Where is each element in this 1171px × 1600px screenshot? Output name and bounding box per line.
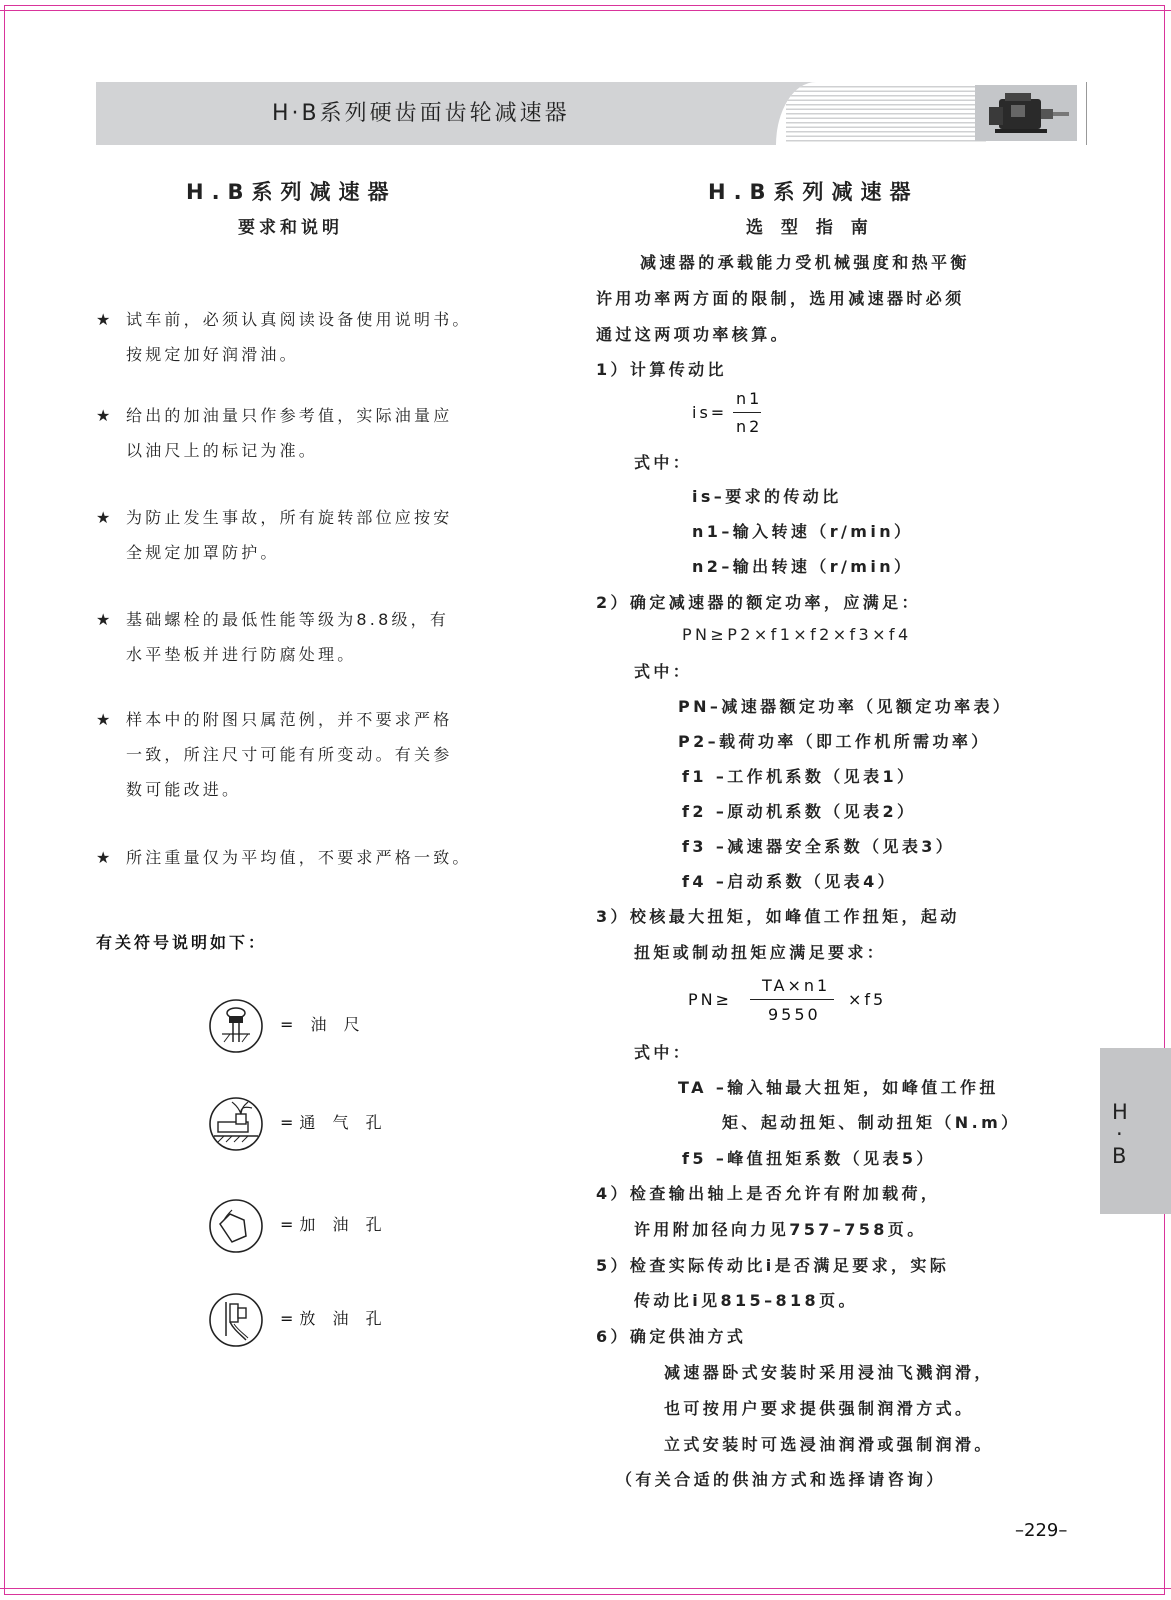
formula-1-numerator: n1 (736, 389, 763, 408)
section-2-heading: 2）确定减速器的额定功率，应满足： (596, 593, 921, 612)
formula-3-numerator: TA×n1 (762, 976, 831, 995)
oil-drain-hole-icon (208, 1292, 264, 1348)
s1-def: n1–输入转速（r/min） (692, 522, 914, 541)
note-line: 试车前，必须认真阅读设备使用说明书。 (126, 310, 472, 329)
symbol-label: = 油 尺 (280, 1015, 366, 1034)
note-line: 全规定加罩防护。 (126, 543, 280, 562)
gearbox-product-image (975, 85, 1077, 141)
note-1 (96, 302, 516, 372)
right-title: H.B系列减速器 (708, 180, 919, 204)
where-label: 式中： (634, 662, 693, 681)
symbol-vent (208, 1096, 428, 1156)
formula-3-lhs: PN≥ (688, 990, 733, 1009)
note-line: 给出的加油量只作参考值，实际油量应 (126, 406, 453, 425)
s2-def: f1 –工作机系数（见表1） (682, 767, 917, 786)
formula-3-rhs: ×f5 (848, 990, 887, 1009)
star-icon: ★ (96, 710, 114, 729)
vent-hole-icon (208, 1096, 264, 1152)
formula-3-denominator: 9550 (768, 1005, 821, 1024)
s3-def: f5 –峰值扭矩系数（见表5） (682, 1149, 936, 1168)
right-subtitle: 选 型 指 南 (746, 218, 874, 238)
header-title: H·B系列硬齿面齿轮减速器 (272, 101, 570, 126)
where-label: 式中： (634, 453, 693, 472)
note-line: 按规定加好润滑油。 (126, 345, 299, 364)
side-tab-letter: B (1112, 1144, 1127, 1168)
section-3-heading: 3）校核最大扭矩，如峰值工作扭矩，起动 (596, 907, 960, 926)
header-stripes (786, 86, 986, 142)
side-tab-dot: · (1116, 1122, 1123, 1146)
side-tab-letter: H (1112, 1100, 1128, 1124)
section-5-heading: 5）检查实际传动比i是否满足要求，实际 (596, 1256, 950, 1275)
symbol-intro: 有关符号说明如下： (96, 933, 268, 952)
symbol-label: =放 油 孔 (280, 1309, 388, 1328)
symbol-oil-fill (208, 1198, 428, 1258)
star-icon: ★ (96, 310, 114, 329)
note-2 (96, 398, 516, 468)
s6-line: 也可按用户要求提供强制润滑方式。 (664, 1399, 975, 1418)
side-tab-hb (1100, 1048, 1171, 1214)
dipstick-icon (208, 998, 264, 1054)
s3-def: TA –输入轴最大扭矩，如峰值工作扭 (678, 1078, 999, 1097)
note-3 (96, 500, 516, 570)
note-line: 以油尺上的标记为准。 (126, 441, 319, 460)
note-line: 所注重量仅为平均值，不要求严格一致。 (126, 848, 472, 867)
note-5 (96, 702, 516, 807)
intro-line-1: 减速器的承载能力受机械强度和热平衡 (640, 253, 970, 272)
formula-1-lhs: is= (692, 403, 728, 422)
star-icon: ★ (96, 848, 114, 867)
s6-line: 立式安装时可选浸油润滑或强制润滑。 (664, 1435, 994, 1454)
formula-1-fraction-bar (733, 412, 761, 413)
s2-def: PN–减速器额定功率（见额定功率表） (678, 697, 1013, 716)
intro-line-2: 许用功率两方面的限制，选用减速器时必须 (596, 289, 965, 308)
star-icon: ★ (96, 610, 114, 629)
s2-def: f3 –减速器安全系数（见表3） (682, 837, 956, 856)
section-4-detail: 许用附加径向力见757–758页。 (634, 1220, 927, 1239)
note-line: 为防止发生事故，所有旋转部位应按安 (126, 508, 453, 527)
note-6 (96, 840, 526, 875)
note-line: 一致，所注尺寸可能有所变动。有关参 (126, 745, 453, 764)
s3-def: 矩、起动扭矩、制动扭矩（N.m） (722, 1113, 1021, 1132)
s6-note: （有关合适的供油方式和选择请咨询） (616, 1470, 946, 1489)
left-title: H.B系列减速器 (186, 180, 397, 204)
section-1-heading: 1）计算传动比 (596, 360, 727, 379)
symbol-oil-drain (208, 1292, 428, 1352)
section-6-heading: 6）确定供油方式 (596, 1327, 747, 1346)
section-4-heading: 4）检查输出轴上是否允许有附加载荷， (596, 1184, 941, 1203)
note-line: 基础螺栓的最低性能等级为8.8级，有 (126, 610, 450, 629)
oil-fill-hole-icon (208, 1198, 264, 1254)
note-line: 数可能改进。 (126, 780, 242, 799)
left-subtitle: 要求和说明 (238, 218, 343, 238)
section-5-detail: 传动比i见815–818页。 (634, 1291, 858, 1310)
where-label: 式中： (634, 1043, 693, 1062)
note-4 (96, 602, 516, 672)
section-3-heading-cont: 扭矩或制动扭矩应满足要求： (634, 943, 887, 962)
s2-def: f4 –启动系数（见表4） (682, 872, 897, 891)
s1-def: is–要求的传动比 (692, 487, 842, 506)
symbol-label: =通 气 孔 (280, 1113, 388, 1132)
s2-def: P2–载荷功率（即工作机所需功率） (678, 732, 991, 751)
symbol-dipstick (208, 998, 428, 1058)
note-line: 样本中的附图只属范例，并不要求严格 (126, 710, 453, 729)
header-banner (96, 82, 1087, 145)
formula-2: PN≥P2×f1×f2×f3×f4 (682, 625, 912, 644)
star-icon: ★ (96, 508, 114, 527)
intro-line-3: 通过这两项功率核算。 (596, 325, 791, 344)
s1-def: n2–输出转速（r/min） (692, 557, 914, 576)
note-line: 水平垫板并进行防腐处理。 (126, 645, 357, 664)
star-icon: ★ (96, 406, 114, 425)
header-decoration (776, 82, 1087, 145)
s6-line: 减速器卧式安装时采用浸油飞溅润滑， (664, 1363, 994, 1382)
frame-bottom-line (0, 1588, 1171, 1589)
page-number: –229– (1015, 1520, 1068, 1541)
formula-3-fraction-bar (750, 999, 834, 1000)
symbol-label: =加 油 孔 (280, 1215, 388, 1234)
formula-1-denominator: n2 (736, 417, 763, 436)
s2-def: f2 –原动机系数（见表2） (682, 802, 917, 821)
